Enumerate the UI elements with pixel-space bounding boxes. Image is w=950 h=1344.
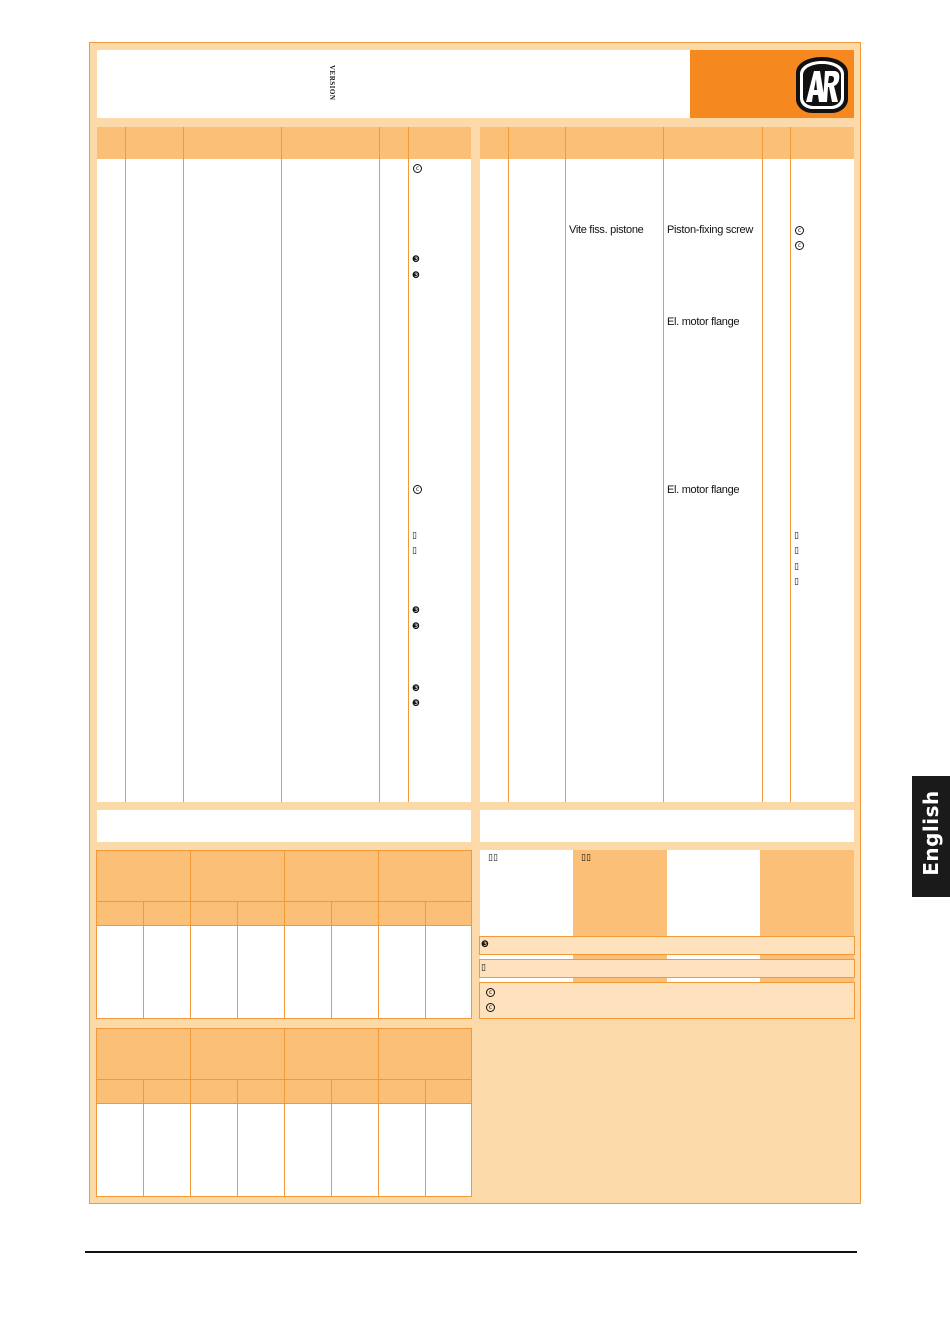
- clock-icon: c: [486, 1003, 495, 1012]
- small-box-icon: ▯: [481, 963, 486, 973]
- part-name-english: El. motor flange: [667, 484, 740, 496]
- part-name-english: Piston-fixing screw: [667, 224, 753, 236]
- left-parts-table-header: [97, 127, 471, 159]
- small-box-icon: ▯: [794, 546, 799, 556]
- ar-logo: [792, 55, 852, 115]
- clock-icon: c: [795, 226, 804, 235]
- clock-icon: c: [413, 164, 422, 173]
- dark-three-icon: ❸: [412, 255, 421, 265]
- part-name-italian: Vite fiss. pistone: [569, 224, 644, 236]
- small-box-icon: ▯: [412, 546, 417, 556]
- small-box-icon: ▯: [794, 562, 799, 572]
- footer-rule: [85, 1251, 857, 1253]
- version-label: VERSION: [328, 65, 336, 101]
- legend-row-clock: [479, 982, 855, 1019]
- clock-icon: c: [413, 485, 422, 494]
- spec-table-1: [96, 850, 472, 1019]
- spec-table-2: [96, 1028, 472, 1197]
- header-box: [97, 50, 691, 118]
- clock-icon: c: [795, 241, 804, 250]
- dark-three-icon: ❸: [412, 271, 421, 281]
- right-parts-table-header: [480, 127, 854, 159]
- small-box-icon: ▯: [794, 577, 799, 587]
- dark-three-icon: ❸: [412, 622, 421, 632]
- dark-three-icon: ❸: [412, 699, 421, 709]
- legend-boxes-2: ▯▯: [581, 853, 591, 863]
- small-box-icon: ▯: [794, 531, 799, 541]
- dark-three-icon: ❸: [412, 684, 421, 694]
- dark-three-icon: ❸: [481, 940, 490, 950]
- clock-icon: c: [486, 988, 495, 997]
- dark-three-icon: ❸: [412, 606, 421, 616]
- right-section-bar: [480, 810, 854, 842]
- part-name-english: El. motor flange: [667, 316, 740, 328]
- language-tab-label: English: [919, 790, 943, 876]
- legend-boxes-1: ▯▯: [488, 853, 498, 863]
- small-box-icon: ▯: [412, 531, 417, 541]
- left-section-bar: [97, 810, 471, 842]
- legend-row-three: [479, 936, 855, 955]
- legend-row-box: [479, 959, 855, 978]
